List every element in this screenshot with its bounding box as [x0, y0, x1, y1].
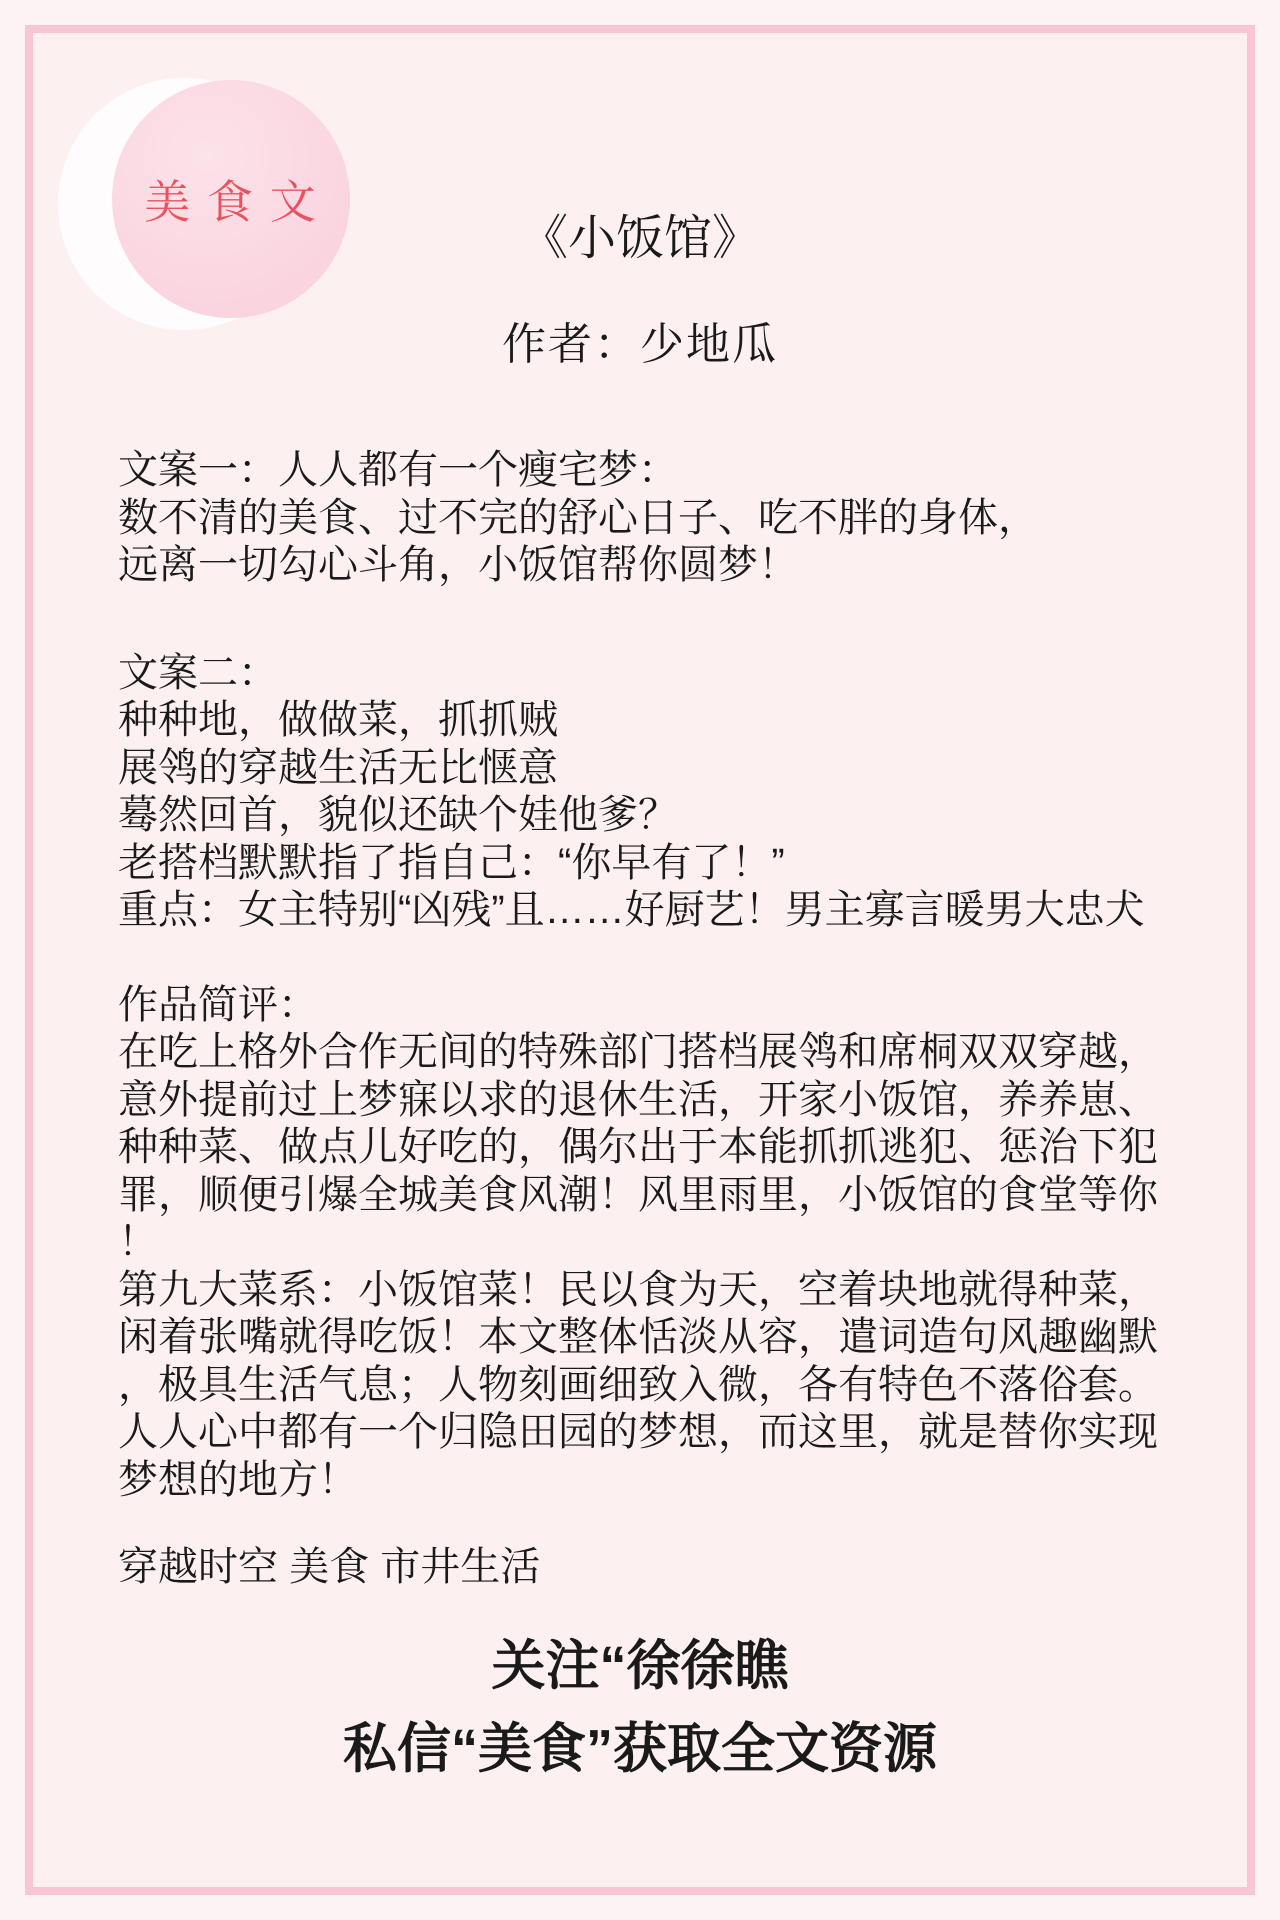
book-title: 《小饭馆》: [519, 212, 760, 265]
synopsis-1-line: 文案一：人人都有一个瘦宅梦：: [118, 448, 678, 492]
review-paragraph: 在吃上格外合作无间的特殊部门搭档展鸰和席桐双双穿越，意外提前过上梦寐以求的退休生活，开家小饭馆，养养崽、种种菜、做点儿好吃的，偶尔出于本能抓抓逃犯、惩治下犯罪，顺便引爆全城美食风潮！风里雨里，小饭馆的食堂等你！: [118, 1030, 1158, 1264]
synopsis-1: [118, 447, 1162, 590]
review-heading: 作品简评：: [118, 982, 318, 1027]
genre-badge-label: 美 食 文: [144, 176, 318, 228]
synopsis-1-line: 远离一切勾心斗角，小饭馆帮你圆梦！: [118, 543, 798, 587]
footer-line: 私信“美食”获取全文资源: [343, 1718, 937, 1779]
synopsis-2-line: 展鸰的穿越生活无比惬意: [118, 745, 558, 790]
review-paragraph: 第九大菜系：小饭馆菜！民以食为天，空着块地就得种菜，闲着张嘴就得吃饭！本文整体恬淡从容，遣词造句风趣幽默，极具生活气息；人物刻画细致入微，各有特色不落俗套。人人心中都有一个归隐田园的梦想，而这里，就是替你实现梦想的地方！: [118, 1267, 1158, 1502]
synopsis-2-line: 蓦然回首，貌似还缺个娃他爹？: [118, 793, 678, 837]
tags-line: 穿越时空 美食 市井生活: [118, 1545, 541, 1589]
footer-cta: [118, 1625, 1162, 1791]
review-section: [118, 982, 1162, 1505]
poster-frame: [25, 25, 1255, 1895]
footer-line: 关注“徐徐瞧: [491, 1635, 789, 1696]
synopsis-2-line: 种种地，做做菜，抓抓贼: [118, 698, 558, 742]
synopsis-1-line: 数不清的美食、过不完的舒心日子、吃不胖的身体，: [118, 495, 1038, 540]
author-line: 作者：少地瓜: [502, 320, 778, 369]
poster-content: [33, 33, 1247, 1791]
synopsis-2-line: 重点：女主特别“凶残”且……好厨艺！男主寡言暖男大忠犬: [118, 888, 1145, 932]
synopsis-2: [118, 650, 1162, 935]
synopsis-2-line: 老搭档默默指了指自己：“你早有了！”: [118, 840, 785, 885]
synopsis-2-line: 文案二：: [118, 650, 278, 695]
